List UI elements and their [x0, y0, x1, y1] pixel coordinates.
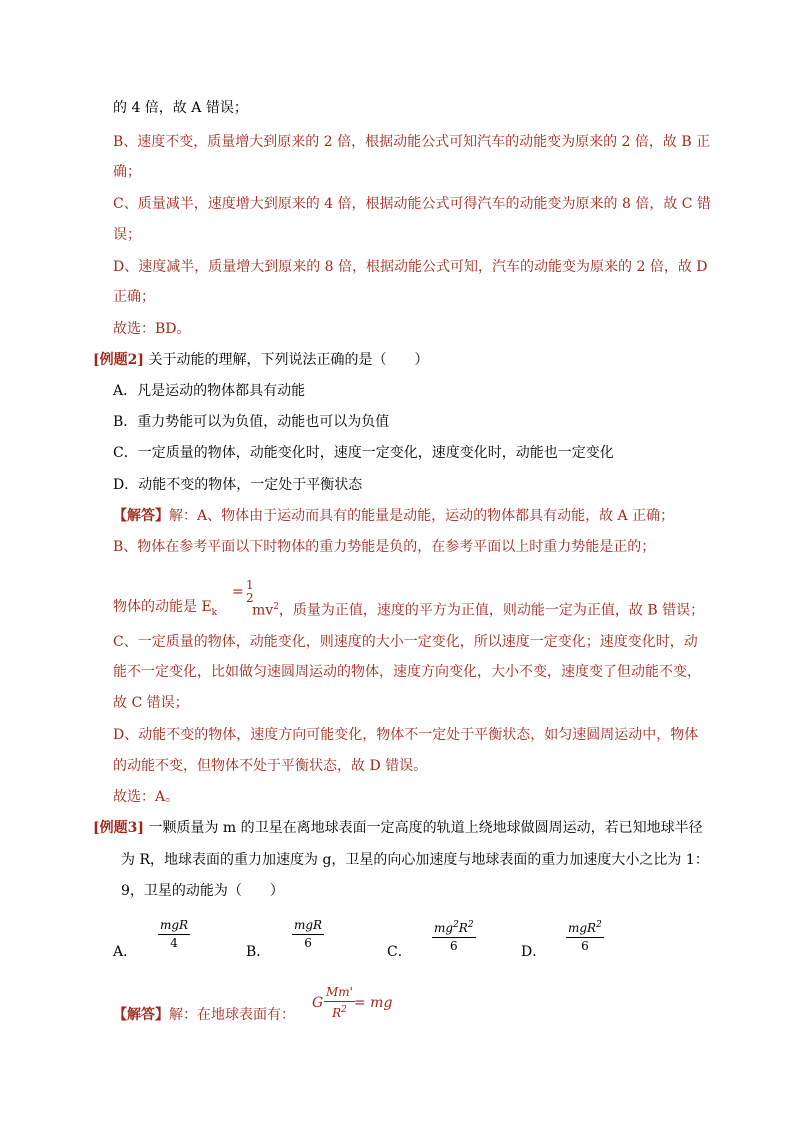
ex3-option-c-num-r: R: [458, 921, 468, 935]
ex3-formula-den: [324, 1002, 355, 1021]
ex2-option-d: D．动能不变的物体，一定处于平衡状态: [113, 477, 363, 493]
ex2-frac-num: 1: [246, 578, 254, 592]
ex2-question: 关于动能的理解，下列说法正确的是（ ）: [148, 352, 429, 368]
ex2-solution-c1: C、一定质量的物体，动能变化，则速度的大小一定变化，所以速度一定变化；速度变化时，动: [113, 634, 698, 650]
ex1-option-c-line1: C、质量减半，速度增大到原来的 4 倍，根据动能公式可得汽车的动能变为原来的 8 倍，故 C 错: [113, 196, 711, 212]
ex2-solution-b2-sub: k: [211, 607, 218, 618]
ex2-solution-d2: 的动能不变，但物体不处于平衡状态，故 D 错误。: [113, 758, 428, 774]
ex3-formula-g: G: [312, 995, 324, 1011]
ex3-option-d-num-mgr: mgR: [568, 921, 597, 935]
ex3-option-c-fraction: [432, 918, 476, 954]
ex2-frac-den: 2: [246, 591, 254, 605]
ex3-formula-rhs: = mg: [354, 995, 393, 1011]
ex2-solution-b2-pre: 物体的动能是 E: [113, 599, 212, 615]
ex3-option-c-num: [432, 918, 476, 938]
ex2-option-c: C．一定质量的物体，动能变化时，速度一定变化，速度变化时，动能也一定变化: [113, 445, 614, 461]
ex1-option-b-line2: 确；: [113, 164, 141, 180]
ex3-option-a-letter: A．: [113, 944, 138, 960]
ex1-option-d-line2: 正确；: [113, 289, 155, 305]
ex3-option-d-letter: D．: [521, 944, 547, 960]
ex2-solution-d1: D、动能不变的物体，速度方向可能变化，物体不一定处于平衡状态，如匀速圆周运动中，物体: [113, 727, 699, 743]
ex1-option-c-line2: 误；: [113, 227, 141, 243]
ex3-option-a-num: mgR: [158, 918, 190, 935]
ex2-question-line: [93, 350, 428, 370]
ex2-tag: [例题2]: [93, 352, 144, 368]
ex3-solution: [113, 1005, 295, 1025]
ex2-solution-a: [113, 506, 674, 526]
ex2-solution-tag: 【解答】: [113, 508, 169, 524]
ex3-option-d-fraction: [566, 918, 604, 954]
ex3-option-b-letter: B．: [246, 944, 271, 960]
ex3-formula-den-r: R: [332, 1006, 342, 1020]
ex2-option-a: A．凡是运动的物体都具有动能: [113, 383, 306, 399]
ex2-solution-a-text: 解：A、物体由于运动而具有的能量是动能，运动的物体都具有动能，故 A 正确；: [169, 508, 675, 524]
ex2-solution-b2-post: ，质量为正值，速度的平方为正值，则动能一定为正值，故 B 错误；: [278, 602, 705, 619]
ex3-formula-fraction: [324, 985, 355, 1021]
ex3-question-line1: [93, 818, 703, 838]
ex3-option-b-num: mgR: [292, 918, 324, 935]
ex3-option-c-num-sup1: 2: [453, 920, 459, 930]
ex3-question-line2: 为 R，地球表面的重力加速度为 g，卫星的向心加速度与地球表面的重力加速度大小之比为 1：: [121, 852, 709, 868]
ex3-option-a-den: 4: [170, 936, 178, 950]
ex2-solution-c3: 故 C 错误；: [113, 695, 189, 711]
ex3-solution-tag: 【解答】: [113, 1007, 169, 1023]
ex2-solution-b2: [113, 597, 217, 623]
ex3-option-c-letter: C．: [387, 944, 412, 960]
ex2-mv: mv: [252, 602, 274, 619]
ex3-question-line3: 9，卫星的动能为（ ）: [121, 883, 284, 899]
ex2-solution-c2: 能不一定变化，比如做匀速圆周运动的物体，速度方向变化，大小不变，速度变了但动能不变，: [113, 664, 701, 680]
ex3-q1: 一颗质量为 m 的卫星在离地球表面一定高度的轨道上绕地球做圆周运动，若已知地球半径: [148, 820, 703, 836]
ex3-solution-text: 解：在地球表面有：: [169, 1007, 295, 1023]
ex3-option-a-fraction: [158, 918, 190, 951]
ex2-eq-sign: =: [232, 584, 244, 600]
ex2-solution-b2-rest: [252, 597, 704, 621]
ex3-tag: [例题3]: [93, 820, 144, 836]
ex2-mv-sup: 2: [273, 602, 279, 612]
ex2-answer: 故选：A。: [113, 789, 180, 805]
ex2-solution-b1: B、物体在参考平面以下时物体的重力势能是负的，在参考平面以上时重力势能是正的；: [113, 539, 656, 555]
ex1-line-a: 的 4 倍，故 A 错误；: [113, 100, 248, 116]
ex1-option-b-line1: B、速度不变，质量增大到原来的 2 倍，根据动能公式可知汽车的动能变为原来的 2 倍，故 B 正: [113, 134, 711, 150]
ex3-option-c-num-mg: mg: [434, 921, 454, 935]
ex3-option-b-den: 6: [304, 936, 312, 950]
ex1-option-d-line1: D、速度减半，质量增大到原来的 8 倍，根据动能公式可知，汽车的动能变为原来的 2 倍，故 D: [113, 259, 708, 275]
ex1-answer: 故选：BD。: [113, 321, 191, 337]
ex3-option-d-num-sup: 2: [596, 920, 602, 930]
ex3-option-d-den: 6: [581, 939, 589, 953]
ex3-option-c-num-sup2: 2: [467, 920, 474, 930]
ex3-formula-den-sup: 2: [341, 1005, 347, 1015]
ex2-option-b: B．重力势能可以为负值，动能也可以为负值: [113, 414, 390, 430]
ex3-option-d-num: [566, 918, 604, 938]
ex3-option-c-den: 6: [449, 939, 458, 953]
ex3-formula-num: Mm': [324, 985, 355, 1002]
ex3-option-b-fraction: [292, 918, 324, 951]
